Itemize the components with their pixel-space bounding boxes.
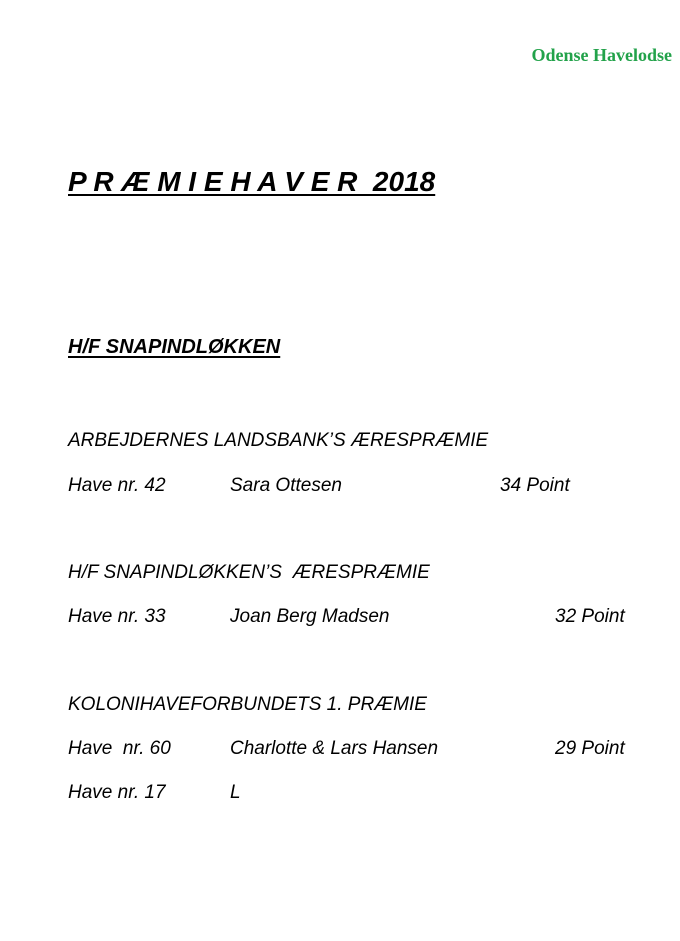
winner-name: Sara Ottesen [230,475,342,496]
points: 29 Point [555,738,625,759]
winner-name: L [230,782,241,803]
points: 32 Point [555,606,625,627]
garden-number: Have nr. 33 [68,606,166,627]
points: 34 Point [500,475,570,496]
garden-number: Have nr. 60 [68,738,171,759]
organization-name: Odense Havelodse [531,45,672,65]
club-heading: H/F SNAPINDLØKKEN [68,336,281,358]
prize-heading: ARBEJDERNES LANDSBANK’S ÆRESPRÆMIE [68,430,489,451]
prize-heading: H/F SNAPINDLØKKEN’S ÆRESPRÆMIE [68,562,430,583]
page-title: P R Æ M I E H A V E R 2018 [68,166,436,197]
garden-number: Have nr. 42 [68,475,166,496]
winner-name: Charlotte & Lars Hansen [230,738,439,759]
garden-number: Have nr. 17 [68,782,166,803]
prize-heading: KOLONIHAVEFORBUNDETS 1. PRÆMIE [68,694,427,715]
winner-name: Joan Berg Madsen [230,606,390,627]
